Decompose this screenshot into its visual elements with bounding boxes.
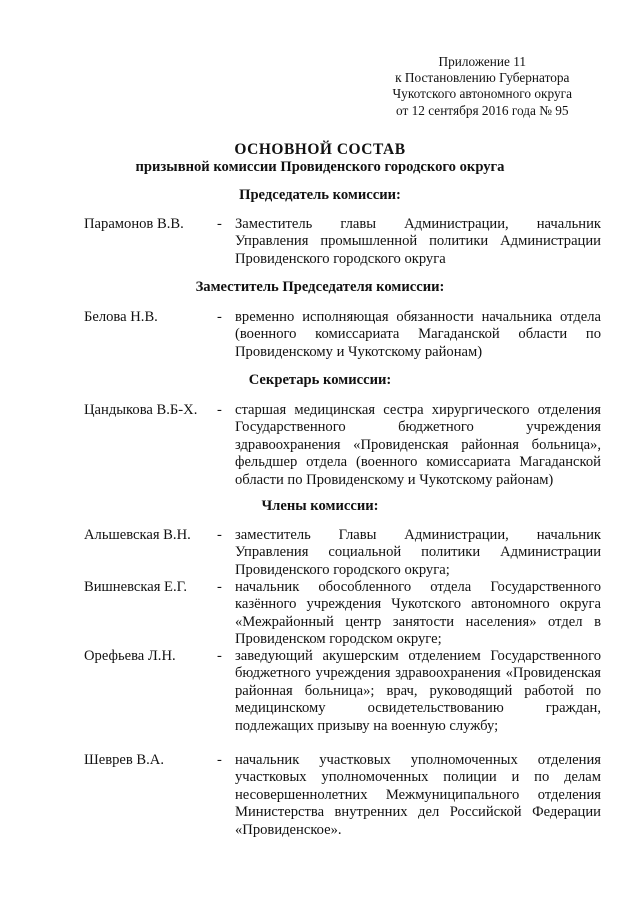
member-name: Цандыкова В.Б-Х.	[84, 402, 198, 418]
member-name: Орефьева Л.Н.	[84, 648, 176, 664]
dash: -	[217, 402, 222, 418]
appendix-block	[393, 54, 572, 119]
member-name: Вишневская Е.Г.	[84, 579, 188, 595]
member-name: Шеврев В.А.	[84, 752, 164, 768]
dash: -	[217, 309, 222, 325]
member-position: заведующий акушерским отделением Государственного бюджетного учреждения здравоохранения «Провиденская районная больница»; врач, руководящий работой по медицинскому освидетельствованию граждан, подлежащих призыву на военную службу;	[235, 648, 601, 734]
member-position: временно исполняющая обязанности начальника отдела (военного комиссариата Магаданской области по Провиденскому и Чукотскому районам)	[235, 309, 601, 360]
section-heading-chair: Председатель комиссии:	[239, 187, 401, 203]
member-name: Парамонов В.В.	[84, 216, 184, 232]
appendix-line: Приложение 11	[438, 54, 527, 69]
member-position: начальник участковых уполномоченных отделения участковых уполномоченных полиции и по делам несовершеннолетних Межмуниципального отделения Министерства внутренних дел Российской Федерации «Провиденское».	[235, 752, 601, 838]
member-name: Альшевская В.Н.	[84, 527, 191, 543]
appendix-line: от 12 сентября 2016 года № 95	[396, 102, 569, 118]
dash: -	[217, 752, 222, 768]
member-position: заместитель Главы Администрации, начальник Управления социальной политики Администрации Провиденского городского округа;	[235, 527, 601, 578]
member-position: Заместитель главы Администрации, начальник Управления промышленной политики Администрации Провиденского городского округа	[235, 216, 601, 267]
dash: -	[217, 527, 222, 543]
section-heading-members: Члены комиссии:	[261, 498, 379, 514]
appendix-line: Чукотского автономного округа	[392, 86, 572, 102]
document-title: ОСНОВНОЙ СОСТАВ	[234, 141, 406, 158]
section-heading-deputy: Заместитель Председателя комиссии:	[195, 279, 445, 295]
member-position: начальник обособленного отдела Государственного казённого учреждения Чукотского автономного округа «Межрайонный центр занятости населения» отдел в Провиденском городском округе;	[235, 579, 601, 648]
dash: -	[217, 579, 222, 595]
member-position: старшая медицинская сестра хирургического отделения Государственного бюджетного учреждения здравоохранения «Провиденская районная больница», фельдшер отдела (военного комиссариата Магаданской области по Провиденскому и Чукотскому районам)	[235, 402, 601, 488]
member-name: Белова Н.В.	[84, 309, 158, 325]
document-subtitle: призывной комиссии Провиденского городского округа	[135, 159, 505, 175]
appendix-line: к Постановлению Губернатора	[395, 70, 570, 86]
dash: -	[217, 216, 222, 232]
dash: -	[217, 648, 222, 664]
section-heading-secretary: Секретарь комиссии:	[248, 372, 392, 388]
